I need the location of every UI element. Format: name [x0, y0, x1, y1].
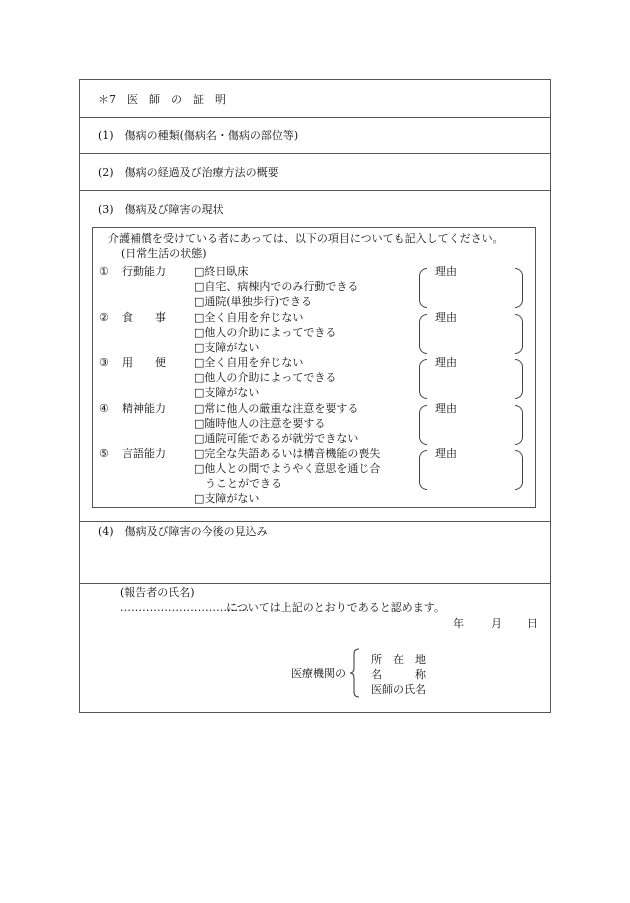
item-label: 行動能力 — [122, 265, 166, 278]
item-number: ① — [99, 265, 109, 278]
reason-right-bracket — [515, 268, 523, 308]
divider — [80, 190, 550, 191]
reason-left-bracket — [419, 268, 427, 308]
option-checkbox[interactable]: □支障がない — [194, 341, 260, 354]
option-checkbox[interactable]: □通院可能であるが就労できない — [194, 432, 359, 445]
divider — [80, 521, 550, 522]
certification-statement: については上記のとおりであると認めます。 — [226, 601, 445, 614]
option-checkbox[interactable]: □他人の介助によってできる — [194, 326, 337, 339]
item-label: 言語能力 — [122, 447, 166, 460]
section-1-title: (1) 傷病の種類(傷病名・傷病の部位等) — [98, 129, 299, 142]
option-checkbox[interactable]: □支障がない — [194, 492, 260, 505]
option-checkbox[interactable]: □自宅、病棟内でのみ行動できる — [194, 280, 359, 293]
reason-label: 理由 — [435, 356, 457, 369]
divider — [80, 117, 550, 118]
month-label: 月 — [491, 617, 502, 630]
doctor-name-label: 医師の氏名 — [371, 683, 426, 696]
section-2-title: (2) 傷病の経過及び治療方法の概要 — [98, 166, 279, 179]
institution-name-label: 名 称 — [371, 668, 426, 681]
item-number: ② — [99, 311, 109, 324]
reason-right-bracket — [515, 314, 523, 354]
option-checkbox[interactable]: □他人の介助によってできる — [194, 371, 337, 384]
institution-address-label: 所 在 地 — [371, 653, 426, 666]
option-checkbox[interactable]: □全く自用を弁じない — [194, 311, 304, 324]
item-label: 精神能力 — [122, 402, 166, 415]
reporter-name-dots[interactable]: ................................... — [120, 601, 250, 614]
reason-left-bracket — [419, 314, 427, 354]
section-4-title: (4) 傷病及び障害の今後の見込み — [98, 525, 268, 538]
reason-label: 理由 — [435, 265, 457, 278]
option-text: うことができる — [194, 477, 282, 490]
reason-left-bracket — [419, 450, 427, 490]
reason-left-bracket — [419, 405, 427, 445]
reason-label: 理由 — [435, 311, 457, 324]
year-label: 年 — [453, 617, 464, 630]
option-checkbox[interactable]: □常に他人の厳重な注意を要する — [194, 402, 359, 415]
box-subtitle: (日常生活の状態) — [121, 247, 207, 260]
option-checkbox[interactable]: □通院(単独歩行)できる — [194, 295, 312, 308]
reason-right-bracket — [515, 450, 523, 490]
divider — [80, 583, 550, 584]
item-number: ⑤ — [99, 447, 109, 460]
divider — [80, 153, 550, 154]
item-number: ③ — [99, 356, 109, 369]
option-checkbox[interactable]: □他人との間でようやく意思を通じ合 — [194, 462, 381, 475]
day-label: 日 — [527, 617, 538, 630]
reporter-name-label: (報告者の氏名) — [120, 586, 195, 599]
daily-life-status-box — [92, 227, 536, 508]
reason-right-bracket — [515, 405, 523, 445]
item-label: 用 便 — [122, 356, 166, 369]
option-checkbox[interactable]: □全く自用を弁じない — [194, 356, 304, 369]
reason-right-bracket — [515, 359, 523, 399]
curly-brace-icon — [349, 648, 361, 698]
section-3-title: (3) 傷病及び障害の現状 — [98, 203, 224, 216]
institution-label: 医療機関の — [291, 667, 346, 680]
option-checkbox[interactable]: □支障がない — [194, 386, 260, 399]
reason-left-bracket — [419, 359, 427, 399]
box-intro: 介護補償を受けている者にあっては、以下の項目についても記入してください。 — [108, 232, 504, 245]
reason-label: 理由 — [435, 447, 457, 460]
option-checkbox[interactable]: □完全な失語あるいは構音機能の喪失 — [194, 447, 381, 460]
item-number: ④ — [99, 402, 109, 415]
form-title: ＊7 医 師 の 証 明 — [98, 93, 226, 106]
item-label: 食 事 — [122, 311, 166, 324]
reason-label: 理由 — [435, 402, 457, 415]
option-checkbox[interactable]: □随時他人の注意を要する — [194, 417, 326, 430]
option-checkbox[interactable]: □終日臥床 — [194, 265, 249, 278]
doctor-certificate-form — [79, 79, 551, 713]
